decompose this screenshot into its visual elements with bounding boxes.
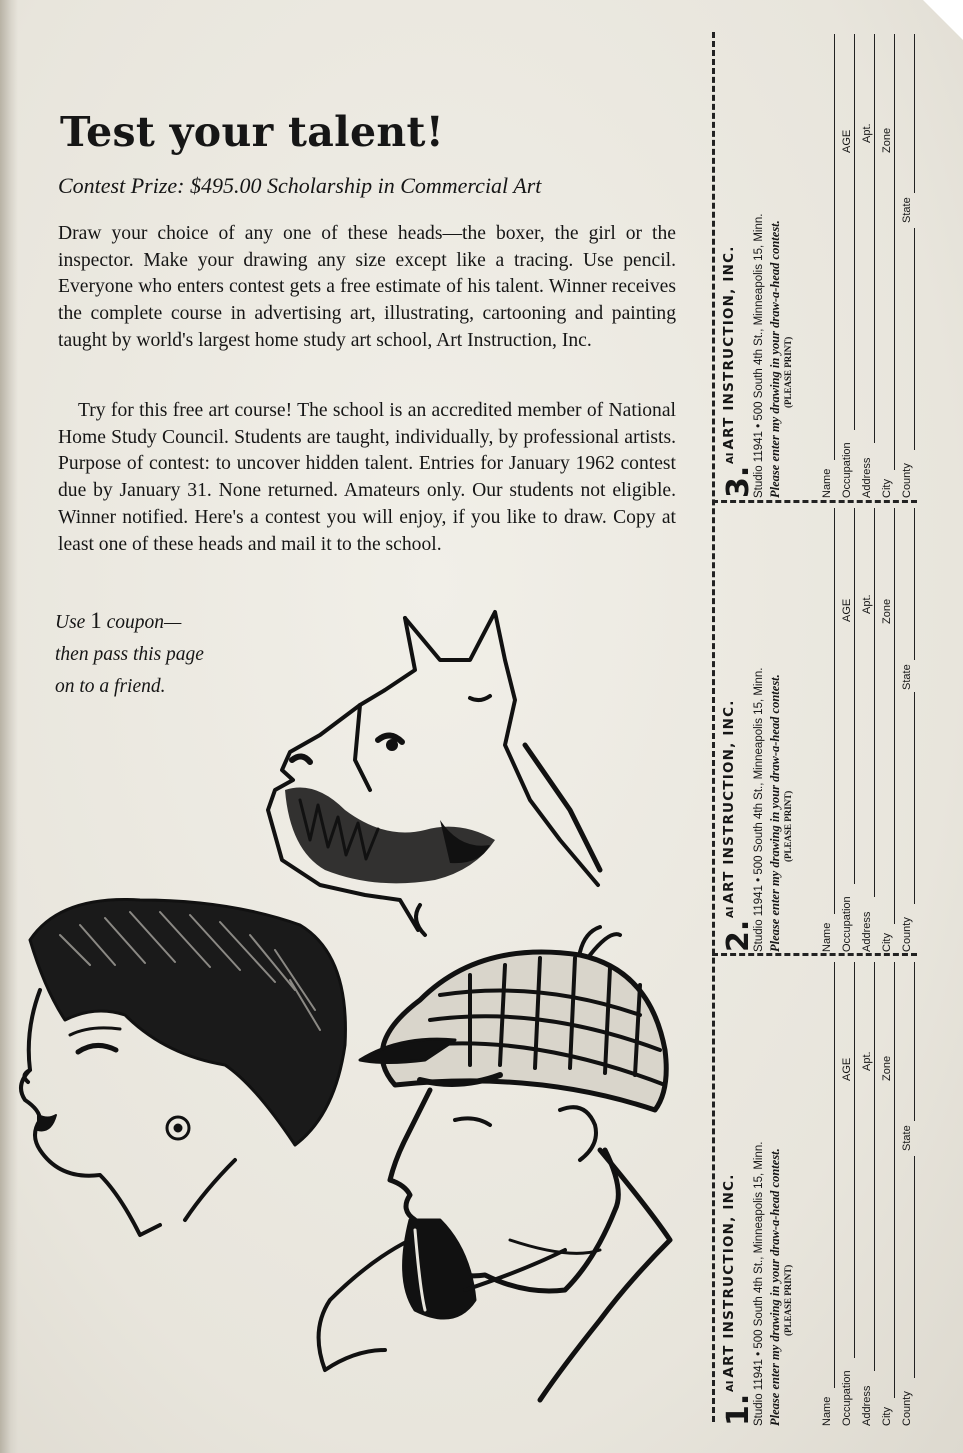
coupon-please-print: (PLEASE PRINT)	[783, 1264, 793, 1336]
coupon-instruction: Please enter my drawing in your draw-a-head contest.	[768, 674, 782, 952]
city-field[interactable]: City Zone	[875, 502, 895, 952]
coupon-please-print: (PLEASE PRINT)	[783, 790, 793, 862]
coupon-number: 2.	[721, 919, 756, 952]
coupon-instruction: Please enter my drawing in your draw-a-head contest.	[768, 1148, 782, 1426]
coupon-instruction: Please enter my drawing in your draw-a-head contest.	[768, 220, 782, 498]
coupon-company: AIART INSTRUCTION, INC.	[721, 245, 737, 464]
girl-illustration	[21, 900, 345, 1236]
contest-prize: Contest Prize: $495.00 Scholarship in Commercial Art	[58, 173, 542, 198]
coupon-address: Studio 11941 • 500 South 4th St., Minneapolis 15, Minn.	[753, 1141, 765, 1426]
inspector-illustration	[319, 927, 670, 1400]
coupon-1[interactable]	[715, 956, 923, 1426]
address-field[interactable]: Address Apt.	[855, 956, 875, 1426]
boxer-dog-illustration	[268, 612, 600, 935]
art-instruction-logo: AI	[725, 1380, 736, 1392]
coupon-2[interactable]	[715, 502, 923, 952]
city-field[interactable]: City Zone	[875, 956, 895, 1426]
coupon-address: Studio 11941 • 500 South 4th St., Minneapolis 15, Minn.	[753, 213, 765, 498]
page-title: Test your talent!	[60, 108, 445, 156]
coupon-number: 3.	[721, 465, 756, 498]
body-paragraph-2: Try for this free art course! The school is an accredited member of National Home Study Council. Students are taught, individually, by professional artists. Purpose of contest: to uncover hidden talent. Entries for January 1962 contest due by January 31. None returned. Amateurs only. Our students not eligible. Winner notified. Here's a contest you will enjoy, if you like to draw. Copy at least one of these heads and mail it to the school.	[58, 400, 676, 555]
coupon-note-line-1: Use 1 coupon—	[55, 608, 182, 633]
county-field[interactable]: County State	[895, 28, 915, 498]
coupon-3[interactable]	[715, 28, 923, 498]
coupon-company: AIART INSTRUCTION, INC.	[721, 1173, 737, 1392]
address-field[interactable]: Address Apt.	[855, 28, 875, 498]
county-field[interactable]: County State	[895, 502, 915, 952]
name-field[interactable]: Name	[815, 28, 835, 498]
coupon-number: 1.	[721, 1393, 756, 1426]
coupon-please-print: (PLEASE PRINT)	[783, 336, 793, 408]
county-field[interactable]: County State	[895, 956, 915, 1426]
coupon-address: Studio 11941 • 500 South 4th St., Minneapolis 15, Minn.	[753, 667, 765, 952]
name-field[interactable]: Name	[815, 956, 835, 1426]
occupation-field[interactable]: Occupation AGE	[835, 28, 855, 498]
art-instruction-logo: AI	[725, 906, 736, 918]
coupon-note-line-3: on to a friend.	[55, 676, 166, 697]
name-field[interactable]: Name	[815, 502, 835, 952]
body-paragraph-1: Draw your choice of any one of these heads—the boxer, the girl or the inspector. Make your drawing any size except like a tracing. Use pencil. Everyone who enters contest gets a free estimate of his talent. Winner receives the complete course in advertising art, illustrating, cartooning and painting taught by world's largest home study art school, Art Instruction, Inc.	[58, 223, 676, 351]
address-field[interactable]: Address Apt.	[855, 502, 875, 952]
occupation-field[interactable]: Occupation AGE	[835, 956, 855, 1426]
coupon-company: AIART INSTRUCTION, INC.	[721, 699, 737, 918]
art-instruction-logo: AI	[725, 452, 736, 464]
occupation-field[interactable]: Occupation AGE	[835, 502, 855, 952]
coupon-note-line-2: then pass this page	[55, 644, 204, 665]
city-field[interactable]: City Zone	[875, 28, 895, 498]
